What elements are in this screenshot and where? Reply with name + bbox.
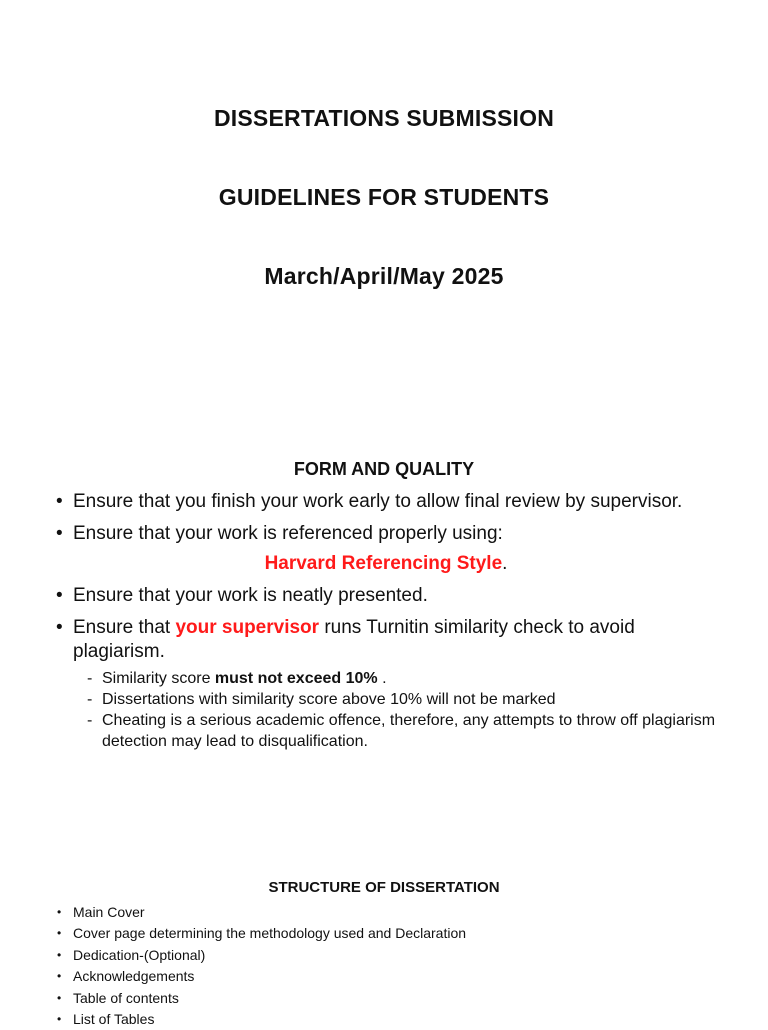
referencing-style-end: . — [502, 553, 508, 574]
structure-item: • List of Tables — [57, 1009, 717, 1030]
sub-text: Dissertations with similarity score above 10% will not be marked — [102, 691, 556, 708]
bullet-text: Ensure that your work is neatly presented. — [73, 585, 428, 606]
sub-text-bold: must not exceed 10% — [214, 670, 378, 687]
bullet-text-post: runs Turnitin similarity check to avoid plagiarism. — [73, 617, 635, 662]
title-line-1: DISSERTATIONS SUBMISSION — [213, 105, 555, 131]
structure-item: • Table of contents — [57, 988, 717, 1009]
structure-item: • Main Cover — [57, 902, 717, 923]
referencing-style-line — [56, 552, 716, 576]
bullet-text: Ensure that your work is referenced properly using: — [73, 523, 503, 544]
supervisor-highlight: your supervisor — [175, 617, 320, 638]
title-line-3: March/April/May 2025 — [264, 263, 504, 289]
sub-list-item — [73, 668, 716, 689]
bullet-text-pre: Ensure that — [73, 617, 176, 638]
sub-text: Cheating is a serious academic offence, therefore, any attempts to throw off plagiarism detection may lead to disqualification. — [102, 712, 716, 750]
structure-item: • Cover page determining the methodology used and Declaration — [57, 923, 717, 944]
structure-heading: STRUCTURE OF DISSERTATION — [268, 879, 500, 896]
form-quality-heading: FORM AND QUALITY — [293, 459, 475, 479]
list-item — [56, 490, 716, 514]
sub-list-item — [73, 689, 716, 710]
similarity-sub-list — [73, 668, 716, 752]
list-item — [56, 616, 716, 752]
sub-list-item — [73, 710, 716, 752]
referencing-style: Harvard Referencing Style — [264, 553, 503, 574]
sub-text-post: . — [377, 670, 387, 687]
list-item — [56, 522, 716, 546]
bullet-text: Ensure that you finish your work early to allow final review by supervisor. — [73, 491, 683, 512]
form-quality-list — [56, 490, 716, 760]
structure-item: • Dedication-(Optional) — [57, 945, 717, 966]
sub-text-pre: Similarity score — [102, 670, 215, 687]
list-item — [56, 584, 716, 608]
structure-list — [57, 902, 717, 1030]
structure-item: • Acknowledgements — [57, 966, 717, 987]
title-line-2: GUIDELINES FOR STUDENTS — [218, 184, 550, 210]
